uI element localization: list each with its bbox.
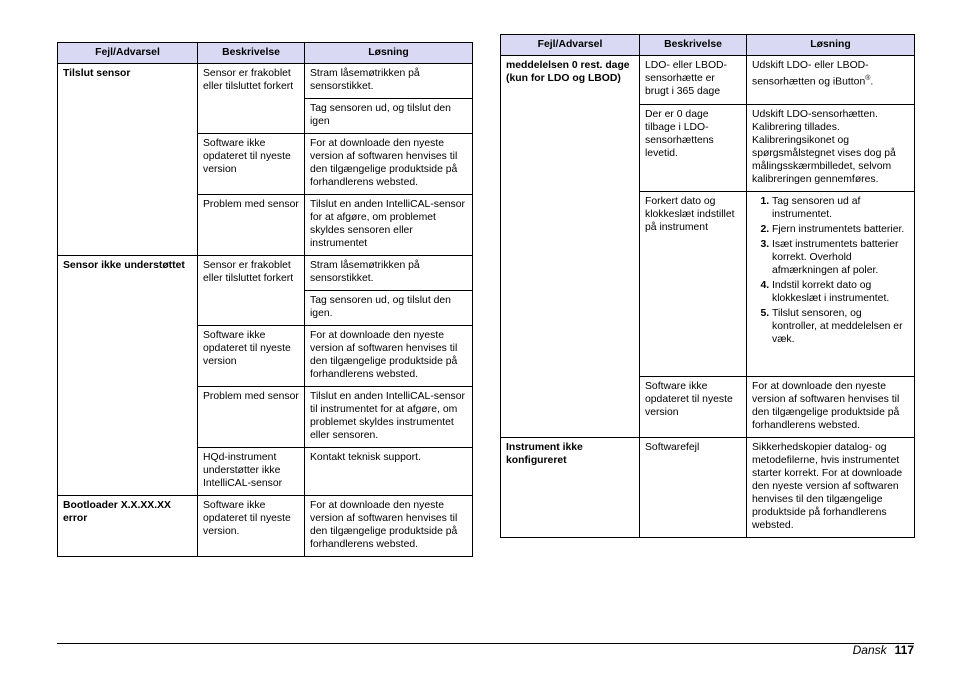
header-error: Fejl/Advarsel — [501, 35, 640, 56]
table-row — [58, 64, 473, 99]
table-row — [58, 496, 473, 557]
list-item: 4. Indstil korrekt dato og klokkeslæt i instrumentet. — [772, 279, 909, 305]
description-cell: LDO- eller LBOD-sensorhætte er brugt i 365 dage — [640, 56, 747, 105]
description-cell: Der er 0 dage tilbage i LDO-sensorhættens levetid. — [640, 105, 747, 192]
description-cell: Sensor er frakoblet eller tilsluttet forkert — [198, 64, 305, 134]
solution-cell: Stram låsemøtrikken på sensorstikket. — [305, 64, 473, 99]
page-footer — [853, 643, 914, 657]
solution-cell: Sikkerhedskopier datalog- og metodefilerne, hvis instrumentet starter korrekt. For at downloade den nyeste version af softwaren henvises til den tilgængelige produktside på forhandlerens websted. — [747, 438, 915, 538]
header-description: Beskrivelse — [198, 43, 305, 64]
troubleshooting-table-left — [57, 42, 473, 557]
solution-cell: For at downloade den nyeste version af softwaren henvises til den tilgængelige produktside på forhandlerens websted. — [305, 326, 473, 387]
table-header-row — [58, 43, 473, 64]
description-cell: Problem med sensor — [198, 195, 305, 256]
solution-cell: Tag sensoren ud, og tilslut den igen — [305, 99, 473, 134]
solution-cell: For at downloade den nyeste version af softwaren henvises til den tilgængelige produktside på forhandlerens websted. — [747, 377, 915, 438]
error-cell: Instrument ikke konfigureret — [501, 438, 640, 538]
header-solution: Løsning — [747, 35, 915, 56]
description-cell: Softwarefejl — [640, 438, 747, 538]
solution-cell: Kontakt teknisk support. — [305, 448, 473, 496]
list-item: 2. Fjern instrumentets batterier. — [772, 223, 909, 236]
header-description: Beskrivelse — [640, 35, 747, 56]
solution-cell — [747, 192, 915, 377]
error-cell: Bootloader X.X.XX.XX error — [58, 496, 198, 557]
steps-list — [752, 195, 909, 346]
solution-text-end: . — [870, 76, 874, 88]
header-error: Fejl/Advarsel — [58, 43, 198, 64]
registered-mark: ® — [865, 75, 871, 82]
table-header-row — [501, 35, 915, 56]
footer-divider — [57, 643, 914, 644]
error-cell: Sensor ikke understøttet — [58, 256, 198, 496]
description-cell: Software ikke opdateret til nyeste version — [640, 377, 747, 438]
table-row — [501, 56, 915, 105]
solution-text: Udskift LDO- eller LBOD-sensorhætten og iButton — [752, 60, 869, 88]
list-item: 3. Isæt instrumentets batterier korrekt. Overhold afmærkningen af poler. — [772, 238, 909, 277]
description-cell: Software ikke opdateret til nyeste version — [198, 326, 305, 387]
solution-cell: For at downloade den nyeste version af softwaren henvises til den tilgængelige produktside på forhandlerens websted. — [305, 496, 473, 557]
description-cell: HQd-instrument understøtter ikke IntelliCAL-sensor — [198, 448, 305, 496]
solution-cell — [747, 56, 915, 105]
solution-cell: Tilslut en anden IntelliCAL-sensor for at afgøre, om problemet skyldes sensoren eller instrumentet — [305, 195, 473, 256]
solution-cell: For at downloade den nyeste version af softwaren henvises til den tilgængelige produktside på forhandlerens websted. — [305, 134, 473, 195]
description-cell: Software ikke opdateret til nyeste version. — [198, 496, 305, 557]
troubleshooting-table-right — [500, 34, 915, 538]
table-row — [58, 256, 473, 291]
description-cell: Forkert dato og klokkeslæt indstillet på instrument — [640, 192, 747, 377]
solution-cell: Tilslut en anden IntelliCAL-sensor til instrumentet for at afgøre, om problemet skyldes instrumentet eller sensoren. — [305, 387, 473, 448]
list-item: 1. Tag sensoren ud af instrumentet. — [772, 195, 909, 221]
table-row — [501, 438, 915, 538]
header-solution: Løsning — [305, 43, 473, 64]
page-number: 117 — [894, 643, 914, 657]
description-cell: Software ikke opdateret til nyeste version — [198, 134, 305, 195]
solution-cell: Stram låsemøtrikken på sensorstikket. — [305, 256, 473, 291]
solution-cell: Udskift LDO-sensorhætten. Kalibrering tillades. Kalibreringsikonet og spørgsmålstegnet vises dog på målingsskærmbilledet, selvom kalibreringen gennemføres. — [747, 105, 915, 192]
description-cell: Sensor er frakoblet eller tilsluttet forkert — [198, 256, 305, 326]
solution-cell: Tag sensoren ud, og tilslut den igen. — [305, 291, 473, 326]
footer-language: Dansk — [852, 643, 887, 657]
error-cell: Tilslut sensor — [58, 64, 198, 256]
list-item: 5. Tilslut sensoren, og kontroller, at meddelelsen er væk. — [772, 307, 909, 346]
description-cell: Problem med sensor — [198, 387, 305, 448]
error-cell: meddelelsen 0 rest. dage (kun for LDO og LBOD) — [501, 56, 640, 438]
